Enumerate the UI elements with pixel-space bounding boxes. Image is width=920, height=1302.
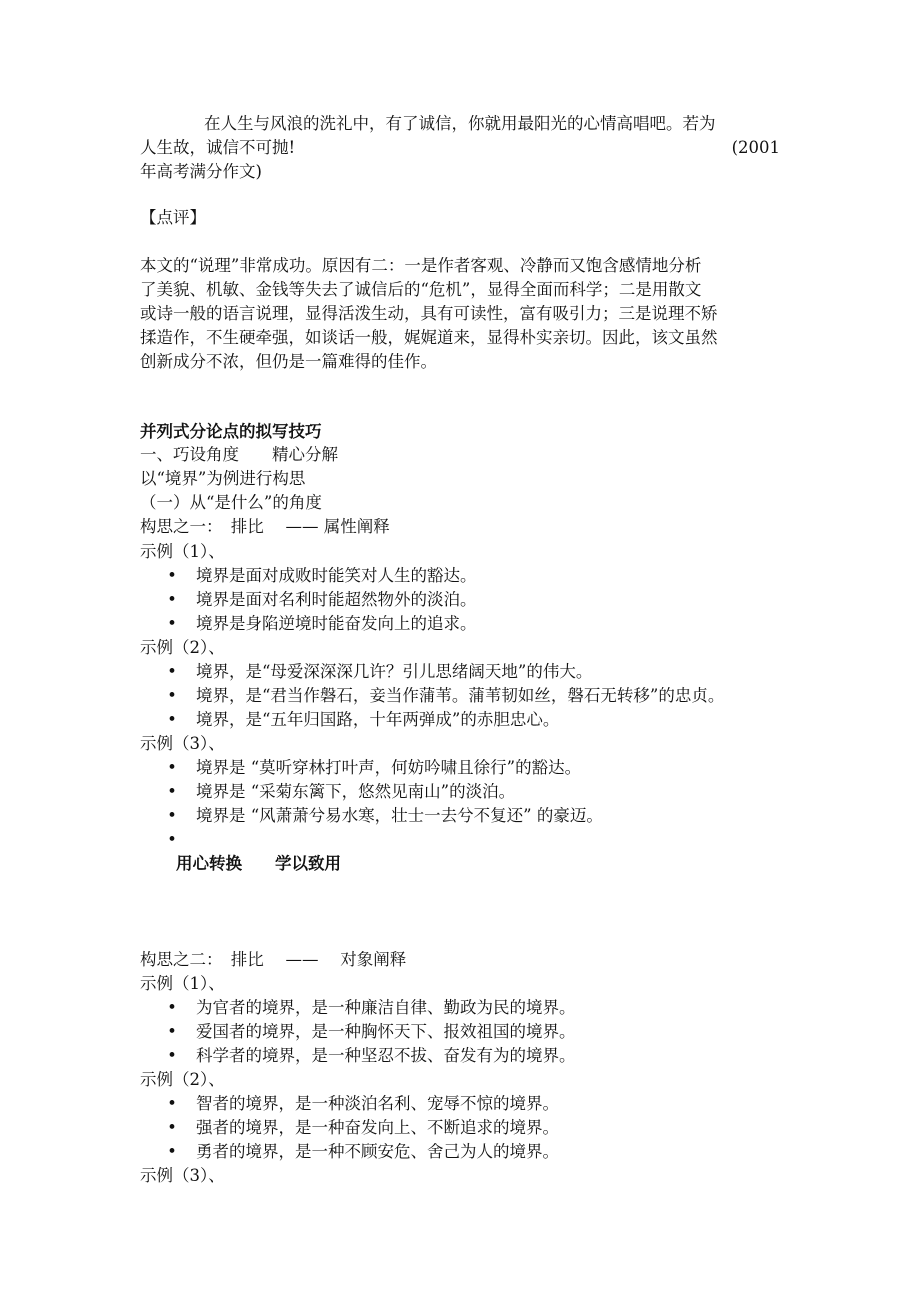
comment-line-5: 创新成分不浓，但仍是一篇难得的佳作。 [140,352,437,371]
bullet-icon: • [167,1142,177,1161]
bullet-icon: • [167,710,177,729]
intro-line-2-right: (2001 [731,138,780,157]
idea-1: 构思之一： 排比 —— 属性阐释 [140,517,390,536]
bullet-icon: • [167,758,177,777]
intro-line-3: 年高考满分作文) [140,162,262,181]
bullet-icon: • [167,806,177,825]
bullet-icon: • [167,782,177,801]
intro-line-1: 在人生与风浪的洗礼中，有了诚信，你就用最阳光的心情高唱吧。若为 [204,114,716,133]
bullet-icon: • [167,998,177,1017]
comment-line-1: 本文的“说理”非常成功。原因有二：一是作者客观、冷静而又饱含感情地分析 [140,256,702,275]
bullet-icon: • [167,590,177,609]
bullet-icon: • [167,830,177,849]
section-sub-2: 以“境界”为例进行构思 [140,469,306,488]
example-3-label: 示例（3）、 [140,734,225,753]
comment-line-4: 揉造作，不生硬牵强，如谈话一般，娓娓道来，显得朴实亲切。因此，该文虽然 [140,328,718,347]
comment-heading: 【点评】 [140,208,206,227]
section-sub-1: 一、巧设角度 精心分解 [140,445,338,464]
bullet-icon: • [167,1094,177,1113]
section-title: 并列式分论点的拟写技巧 [140,422,322,441]
bullet-icon: • [167,686,177,705]
bullet-icon: • [167,1022,177,1041]
bullet-icon: • [167,1118,177,1137]
intro-line-2-left: 人生故，诚信不可抛! [140,138,296,157]
bullet-icon: • [167,1046,177,1065]
example-4-label: 示例（1）、 [140,974,225,993]
bullet-icon: • [167,614,177,633]
example-2-label: 示例（2）、 [140,638,225,657]
idea-2: 构思之二： 排比 —— 对象阐释 [140,950,407,969]
apply-heading: 用心转换 学以致用 [176,854,341,873]
comment-line-2: 了美貌、机敏、金钱等失去了诚信后的“危机”，显得全面而科学；二是用散文 [140,280,702,299]
example-1-label: 示例（1）、 [140,542,225,561]
example-5-label: 示例（2）、 [140,1070,225,1089]
example-6-label: 示例（3）、 [140,1166,225,1185]
comment-line-3: 或诗一般的语言说理，显得活泼生动，具有可读性，富有吸引力；三是说理不矫 [140,304,718,323]
intro-line-2 [140,136,780,160]
section-sub-3: （一）从“是什么”的角度 [140,493,322,512]
bullet-icon: • [167,662,177,681]
bullet-icon: • [167,566,177,585]
